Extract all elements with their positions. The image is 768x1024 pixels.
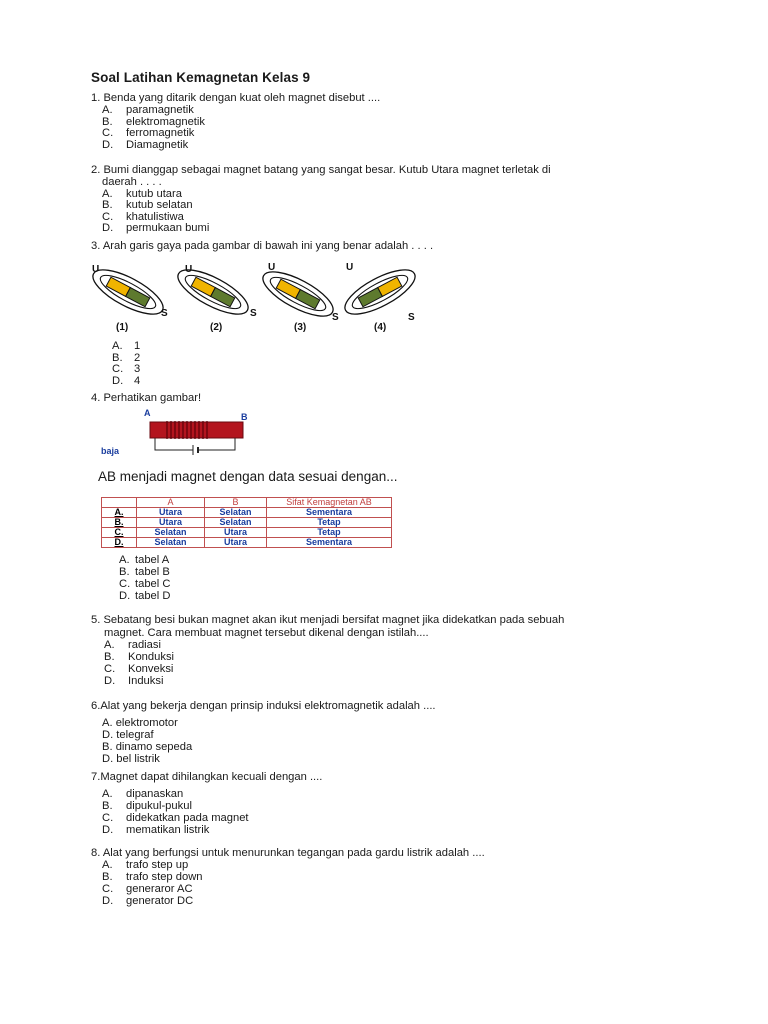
q7-option-d[interactable]: D. mematikan listrik (102, 824, 210, 836)
steel-bar (150, 422, 243, 438)
table-header-cell (102, 498, 137, 508)
table-cell: A. (102, 508, 137, 518)
q2-option-b[interactable]: B. kutub selatan (102, 199, 193, 211)
figure-label-4: (4) (374, 322, 387, 333)
table-cell: Selatan (137, 528, 205, 538)
q4-option-b[interactable]: B. tabel B (119, 566, 170, 578)
q3-option-d[interactable]: D. 4 (112, 374, 141, 387)
table-row (102, 518, 392, 528)
table-header-cell: B (205, 498, 267, 508)
question-4-subtext: AB menjadi magnet dengan data sesuai dengan... (98, 469, 398, 484)
question-5-line-2: magnet. Cara membuat magnet tersebut dikenal dengan istilah.... (104, 627, 429, 639)
electromagnet-figure (95, 404, 265, 459)
q2-option-c[interactable]: C. khatulistiwa (102, 210, 184, 223)
q8-option-a[interactable]: A. trafo step up (102, 859, 189, 871)
table-row (102, 538, 392, 548)
question-5-line-1: 5. Sebatang besi bukan magnet akan ikut menjadi bersifat magnet jika didekatkan pada sebuah (91, 614, 565, 626)
q1-option-a[interactable]: A. paramagnetik (102, 104, 194, 116)
table-cell: Selatan (205, 518, 267, 528)
page-title: Soal Latihan Kemagnetan Kelas 9 (91, 70, 311, 85)
q1-option-c[interactable]: C. ferromagnetik (102, 127, 195, 139)
q7-option-a[interactable]: A. dipanaskan (102, 788, 184, 800)
table-header-row (102, 498, 392, 508)
pole-label-u-4: U (346, 262, 354, 273)
magnet-field-figure (88, 258, 428, 338)
q5-option-b[interactable]: B. Konduksi (104, 651, 175, 663)
table-header-cell: A (137, 498, 205, 508)
table-cell: Utara (205, 528, 267, 538)
table-cell: Sementara (267, 508, 392, 518)
table-cell: Tetap (267, 528, 392, 538)
q7-option-c[interactable]: C. didekatkan pada magnet (102, 812, 249, 824)
table-row (102, 528, 392, 538)
table-cell: C. (102, 528, 137, 538)
data-table (101, 497, 392, 548)
pole-label-u-3: U (268, 262, 276, 273)
label-a: A (144, 408, 151, 418)
question-2-line-2: daerah . . . . (102, 176, 162, 188)
q5-option-a[interactable]: A. radiasi (104, 639, 161, 651)
pole-label-u-2: U (185, 264, 193, 275)
table-row (102, 508, 392, 518)
q4-option-d[interactable]: D. tabel D (119, 590, 171, 602)
table-cell: Utara (205, 538, 267, 548)
label-b: B (241, 412, 248, 422)
table-cell: Utara (137, 508, 205, 518)
pole-label-s-1: S (161, 308, 168, 319)
question-7: 7.Magnet dapat dihilangkan kecuali dengan .... (91, 771, 323, 783)
table-cell: Selatan (205, 508, 267, 518)
q5-option-d[interactable]: D. Induksi (104, 675, 164, 687)
pole-label-s-2: S (250, 308, 257, 319)
q6-option-b[interactable]: B. dinamo sepeda (102, 741, 193, 753)
q8-option-d[interactable]: D. generator DC (102, 895, 194, 907)
circuit-wire (155, 438, 235, 455)
table-header-cell: Sifat Kemagnetan AB (267, 498, 392, 508)
q1-option-b[interactable]: B. elektromagnetik (102, 115, 205, 128)
q2-option-a[interactable]: A. kutub utara (102, 187, 182, 200)
q6-option-d1[interactable]: D. telegraf (102, 729, 154, 741)
q1-option-d[interactable]: D. Diamagnetik (102, 138, 189, 151)
label-baja: baja (101, 446, 120, 456)
figure-label-1: (1) (116, 322, 129, 333)
question-1: 1. Benda yang ditarik dengan kuat oleh magnet disebut .... (91, 92, 381, 104)
q4-option-c[interactable]: C. tabel C (119, 578, 171, 590)
pole-label-s-3: S (332, 312, 339, 323)
table-cell: B. (102, 518, 137, 528)
pole-label-s-4: S (408, 312, 415, 323)
q3-option-c[interactable]: C. 3 (112, 363, 141, 375)
table-cell: D. (102, 538, 137, 548)
question-4: 4. Perhatikan gambar! (91, 392, 202, 404)
q6-option-a[interactable]: A. elektromotor (102, 717, 178, 729)
q5-option-c[interactable]: C. Konveksi (104, 663, 174, 675)
question-6: 6.Alat yang bekerja dengan prinsip induksi elektromagnetik adalah .... (91, 700, 436, 712)
pole-label-u-1: U (92, 264, 100, 275)
q8-option-b[interactable]: B. trafo step down (102, 871, 203, 883)
q3-option-a[interactable]: A. 1 (112, 340, 141, 352)
q2-option-d[interactable]: D. permukaan bumi (102, 222, 210, 234)
figure-label-3: (3) (294, 322, 307, 333)
table-cell: Selatan (137, 538, 205, 548)
figure-label-2: (2) (210, 322, 223, 333)
q6-option-d2[interactable]: D. bel listrik (102, 753, 160, 765)
q7-option-b[interactable]: B. dipukul-pukul (102, 800, 192, 812)
table-cell: Sementara (267, 538, 392, 548)
q4-option-a[interactable]: A. tabel A (119, 554, 170, 566)
magnet-diagram-1 (88, 261, 169, 322)
table-cell: Utara (137, 518, 205, 528)
question-3: 3. Arah garis gaya pada gambar di bawah ini yang benar adalah . . . . (91, 240, 434, 252)
question-8: 8. Alat yang berfungsi untuk menurunkan tegangan pada gardu listrik adalah .... (91, 847, 485, 859)
question-2-line-1: 2. Bumi dianggap sebagai magnet batang yang sangat besar. Kutub Utara magnet terletak di (91, 164, 551, 176)
table-cell: Tetap (267, 518, 392, 528)
q3-option-b[interactable]: B. 2 (112, 351, 141, 364)
q8-option-c[interactable]: C. generaror AC (102, 883, 193, 895)
